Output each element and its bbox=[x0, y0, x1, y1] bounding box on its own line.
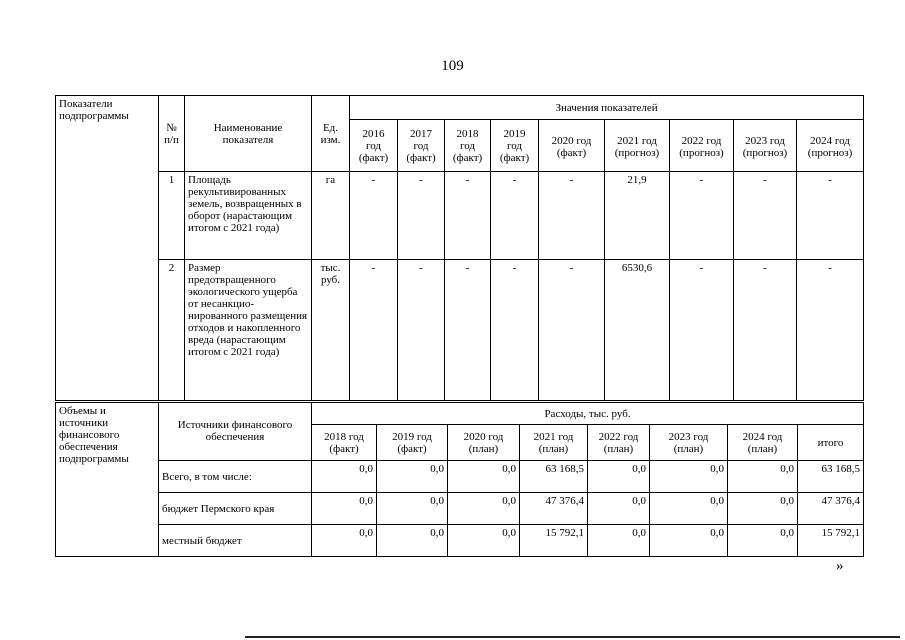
year-header-2024: 2024 год (прогноз) bbox=[797, 120, 864, 172]
row-value: - bbox=[445, 260, 491, 401]
financing-table bbox=[55, 402, 864, 557]
fin-year-header: 2022 год (план) bbox=[588, 425, 650, 461]
amount-cell: 0,0 bbox=[312, 493, 377, 525]
row-value: - bbox=[734, 260, 797, 401]
expenses-title: Расходы, тыс. руб. bbox=[312, 403, 864, 425]
amount-cell: 0,0 bbox=[312, 525, 377, 557]
amount-cell: 47 376,4 bbox=[798, 493, 864, 525]
amount-cell: 0,0 bbox=[650, 493, 728, 525]
source-label: бюджет Пермского края bbox=[159, 493, 312, 525]
year-header-2021: 2021 год (прогноз) bbox=[605, 120, 670, 172]
values-title: Значения показателей bbox=[350, 96, 864, 120]
indicators-section-label: Показатели подпрограммы bbox=[56, 96, 159, 401]
amount-cell: 15 792,1 bbox=[520, 525, 588, 557]
row-value: - bbox=[797, 260, 864, 401]
row-value: - bbox=[445, 172, 491, 260]
amount-cell: 15 792,1 bbox=[798, 525, 864, 557]
row-value: - bbox=[491, 172, 539, 260]
amount-cell: 63 168,5 bbox=[520, 461, 588, 493]
row-value: 6530,6 bbox=[605, 260, 670, 401]
row-value: - bbox=[398, 260, 445, 401]
col-unit-header: Ед. изм. bbox=[312, 96, 350, 172]
row-value: - bbox=[539, 260, 605, 401]
source-label: Всего, в том числе: bbox=[159, 461, 312, 493]
amount-cell: 0,0 bbox=[377, 493, 448, 525]
amount-cell: 0,0 bbox=[728, 525, 798, 557]
fin-year-header: 2023 год (план) bbox=[650, 425, 728, 461]
row-value: - bbox=[350, 172, 398, 260]
page-number: 109 bbox=[441, 58, 464, 74]
table-row bbox=[56, 493, 864, 525]
amount-cell: 0,0 bbox=[588, 493, 650, 525]
amount-cell: 0,0 bbox=[650, 525, 728, 557]
fin-year-header: 2018 год (факт) bbox=[312, 425, 377, 461]
row-name: Размер предотвращенного экологического ущерба от несанкцио-нированного размещения отходов и накопленного вреда (нарастающим итогом с 2021 года) bbox=[185, 260, 312, 401]
row-unit: тыс. руб. bbox=[312, 260, 350, 401]
indicators-table bbox=[55, 95, 864, 401]
year-header-2018: 2018 год (факт) bbox=[445, 120, 491, 172]
row-no: 1 bbox=[159, 172, 185, 260]
year-header-2022: 2022 год (прогноз) bbox=[670, 120, 734, 172]
row-value: - bbox=[670, 260, 734, 401]
amount-cell: 0,0 bbox=[728, 461, 798, 493]
page-edge-shadow bbox=[245, 636, 900, 638]
amount-cell: 63 168,5 bbox=[798, 461, 864, 493]
financing-section-label: Объемы и источники финансового обеспечения подпрограммы bbox=[56, 403, 159, 557]
row-value: - bbox=[350, 260, 398, 401]
row-value: - bbox=[734, 172, 797, 260]
amount-cell: 0,0 bbox=[650, 461, 728, 493]
row-value: - bbox=[797, 172, 864, 260]
amount-cell: 0,0 bbox=[588, 461, 650, 493]
row-value: 21,9 bbox=[605, 172, 670, 260]
row-no: 2 bbox=[159, 260, 185, 401]
amount-cell: 0,0 bbox=[377, 525, 448, 557]
table-row bbox=[56, 525, 864, 557]
amount-cell: 0,0 bbox=[448, 525, 520, 557]
source-label: местный бюджет bbox=[159, 525, 312, 557]
year-header-2023: 2023 год (прогноз) bbox=[734, 120, 797, 172]
year-header-2019: 2019 год (факт) bbox=[491, 120, 539, 172]
fin-year-header: 2021 год (план) bbox=[520, 425, 588, 461]
continuation-mark: » bbox=[836, 558, 844, 574]
row-value: - bbox=[398, 172, 445, 260]
fin-year-header: 2019 год (факт) bbox=[377, 425, 448, 461]
amount-cell: 0,0 bbox=[728, 493, 798, 525]
row-value: - bbox=[539, 172, 605, 260]
year-header-2016: 2016 год (факт) bbox=[350, 120, 398, 172]
amount-cell: 0,0 bbox=[448, 461, 520, 493]
col-sources-header: Источники финансового обеспечения bbox=[159, 403, 312, 461]
year-header-2017: 2017 год (факт) bbox=[398, 120, 445, 172]
fin-year-header: 2024 год (план) bbox=[728, 425, 798, 461]
table-row bbox=[56, 260, 864, 401]
fin-year-header: 2020 год (план) bbox=[448, 425, 520, 461]
amount-cell: 0,0 bbox=[377, 461, 448, 493]
table-row bbox=[56, 172, 864, 260]
row-value: - bbox=[670, 172, 734, 260]
amount-cell: 0,0 bbox=[312, 461, 377, 493]
row-value: - bbox=[491, 260, 539, 401]
row-name: Площадь рекультивированных земель, возвращенных в оборот (нарастающим итогом с 2021 года) bbox=[185, 172, 312, 260]
col-no-header: № п/п bbox=[159, 96, 185, 172]
table-row bbox=[56, 461, 864, 493]
col-name-header: Наименование показателя bbox=[185, 96, 312, 172]
fin-total-header: итого bbox=[798, 425, 864, 461]
amount-cell: 0,0 bbox=[448, 493, 520, 525]
year-header-2020: 2020 год (факт) bbox=[539, 120, 605, 172]
amount-cell: 47 376,4 bbox=[520, 493, 588, 525]
amount-cell: 0,0 bbox=[588, 525, 650, 557]
row-unit: га bbox=[312, 172, 350, 260]
